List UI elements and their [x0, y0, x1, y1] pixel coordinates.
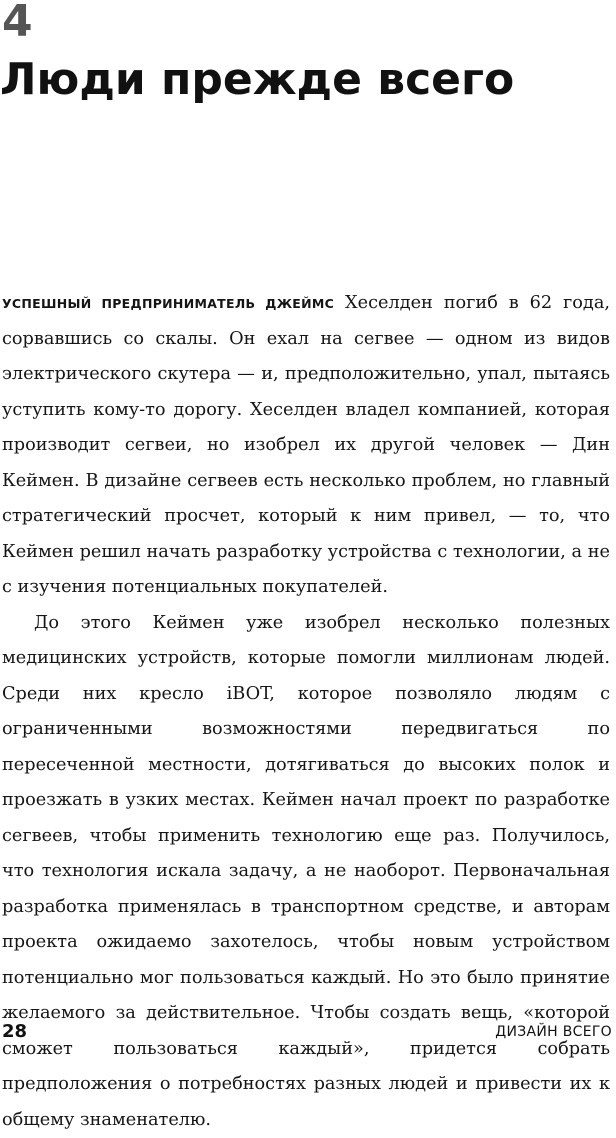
- paragraph-1-text: Хеселден погиб в 62 года, сорвавшись со скалы. Он ехал на сегвее — одном из видов электрического скутера — и, предположительно, упал, пытаясь уступить кому-то дорогу. Хеселден владел компанией, которая производит сегвеи, но изобрел их другой человек — Дин Кеймен. В дизайне сегвеев есть несколько проблем, но главный стратегический просчет, который к ним привел, — то, что Кеймен решил начать разработку устройства с технологии, а не с изучения потенциальных покупателей.: [2, 293, 610, 597]
- running-title: ДИЗАЙН ВСЕГО: [495, 1020, 612, 1044]
- body-text: [2, 286, 610, 1138]
- chapter-number: 4: [2, 0, 33, 44]
- page-footer: [2, 1020, 612, 1044]
- lead-in-caps: УСПЕШНЫЙ ПРЕДПРИНИМАТЕЛЬ ДЖЕЙМС: [2, 296, 334, 311]
- paragraph-2: До этого Кеймен уже изобрел несколько полезных медицинских устройств, которые помогли миллионам людей. Среди них кресло iBOT, которое позволяло людям с ограниченными возможностями передвигаться по пересеченной местности, дотягиваться до высоких полок и проезжать в узких местах. Кеймен начал проект по разработке сегвеев, чтобы применить технологию еще раз. Получилось, что технология искала задачу, а не наоборот. Первоначальная разработка применялась в транспортном средстве, и авторам проекта ожидаемо захотелось, чтобы новым устройством потенциально мог пользоваться каждый. Но это было принятие желаемого за действительное. Чтобы создать вещь, «которой сможет пользоваться каждый», придется собрать предположения о потребностях разных людей и привести их к общему знаменателю.: [2, 606, 610, 1138]
- paragraph-1: [2, 286, 610, 606]
- page-number: 28: [2, 1020, 27, 1044]
- chapter-title: Люди прежде всего: [0, 50, 514, 110]
